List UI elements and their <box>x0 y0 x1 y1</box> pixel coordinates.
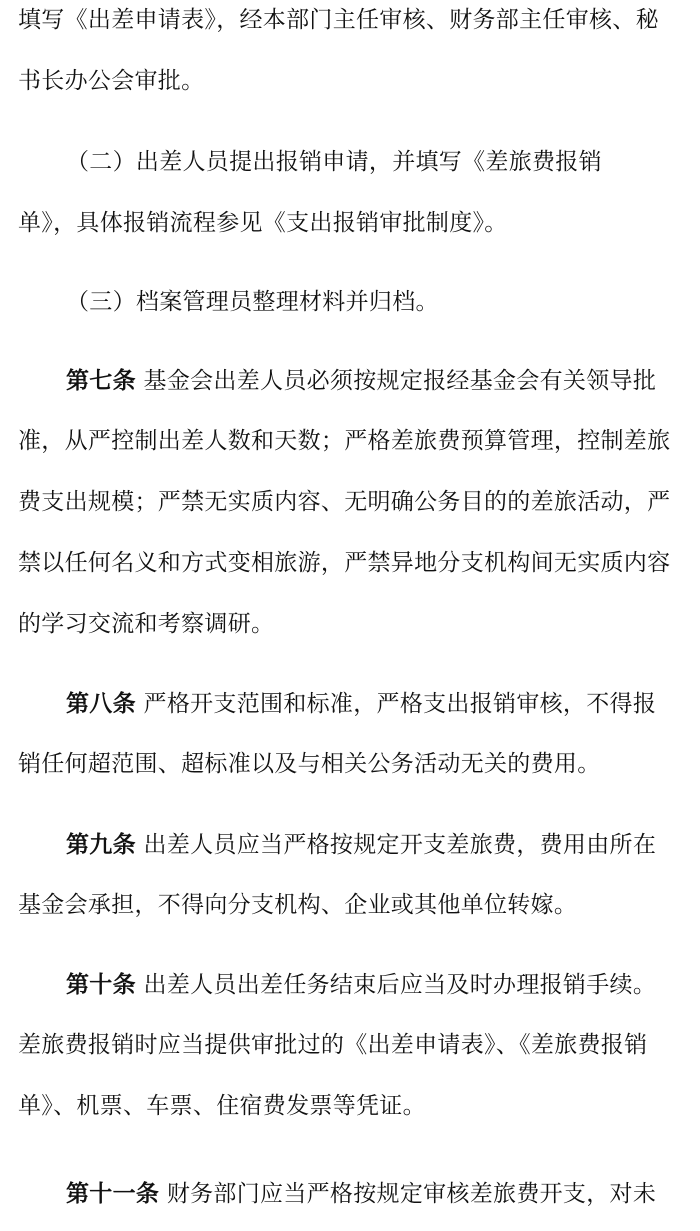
paragraph-line: 费支出规模；严禁无实质内容、无明确公务目的的差旅活动，严 <box>18 489 671 515</box>
article-label: 第十条 <box>66 972 136 998</box>
article-text: 出差人员出差任务结束后应当及时办理报销手续。 <box>135 972 657 998</box>
paragraph-line: 的学习交流和考察调研。 <box>18 611 275 637</box>
paragraph-line: 基金会承担，不得向分支机构、企业或其他单位转嫁。 <box>18 892 578 918</box>
paragraph-line: 单》，具体报销流程参见《支出报销审批制度》。 <box>18 210 508 236</box>
article-label: 第七条 <box>66 368 136 394</box>
paragraph-line: 差旅费报销时应当提供审批过的《出差申请表》、《差旅费报销 <box>18 1032 648 1058</box>
article-text: 严格开支范围和标准，严格支出报销审核，不得报 <box>135 691 657 717</box>
paragraph-line: （二）出差人员提出报销申请，并填写《差旅费报销 <box>66 149 602 175</box>
article-9-first-line <box>66 829 698 861</box>
article-8-first-line <box>66 688 698 720</box>
article-10-first-line <box>66 969 698 1001</box>
article-text: 财务部门应当严格按规定审核差旅费开支，对未 <box>159 1181 657 1207</box>
paragraph-line: 销任何超范围、超标准以及与相关公务活动无关的费用。 <box>18 751 601 777</box>
article-label: 第八条 <box>66 691 136 717</box>
paragraph-line: 单》、机票、车票、住宿费发票等凭证。 <box>18 1093 426 1119</box>
paragraph-line: 填写《出差申请表》，经本部门主任审核、财务部主任审核、秘 <box>18 7 659 33</box>
paragraph-line: 禁以任何名义和方式变相旅游，严禁异地分支机构间无实质内容 <box>18 550 671 576</box>
article-text: 出差人员应当严格按规定开支差旅费，费用由所在 <box>135 832 657 858</box>
article-7-first-line <box>66 365 698 397</box>
paragraph-line: 准，从严控制出差人数和天数；严格差旅费预算管理，控制差旅 <box>18 428 671 454</box>
article-label: 第九条 <box>66 832 136 858</box>
article-11-first-line <box>66 1178 698 1210</box>
paragraph-line: 书长办公会审批。 <box>18 68 205 94</box>
article-text: 基金会出差人员必须按规定报经基金会有关领导批 <box>135 368 657 394</box>
article-label: 第十一条 <box>66 1181 160 1207</box>
paragraph-line: （三）档案管理员整理材料并归档。 <box>66 289 439 315</box>
